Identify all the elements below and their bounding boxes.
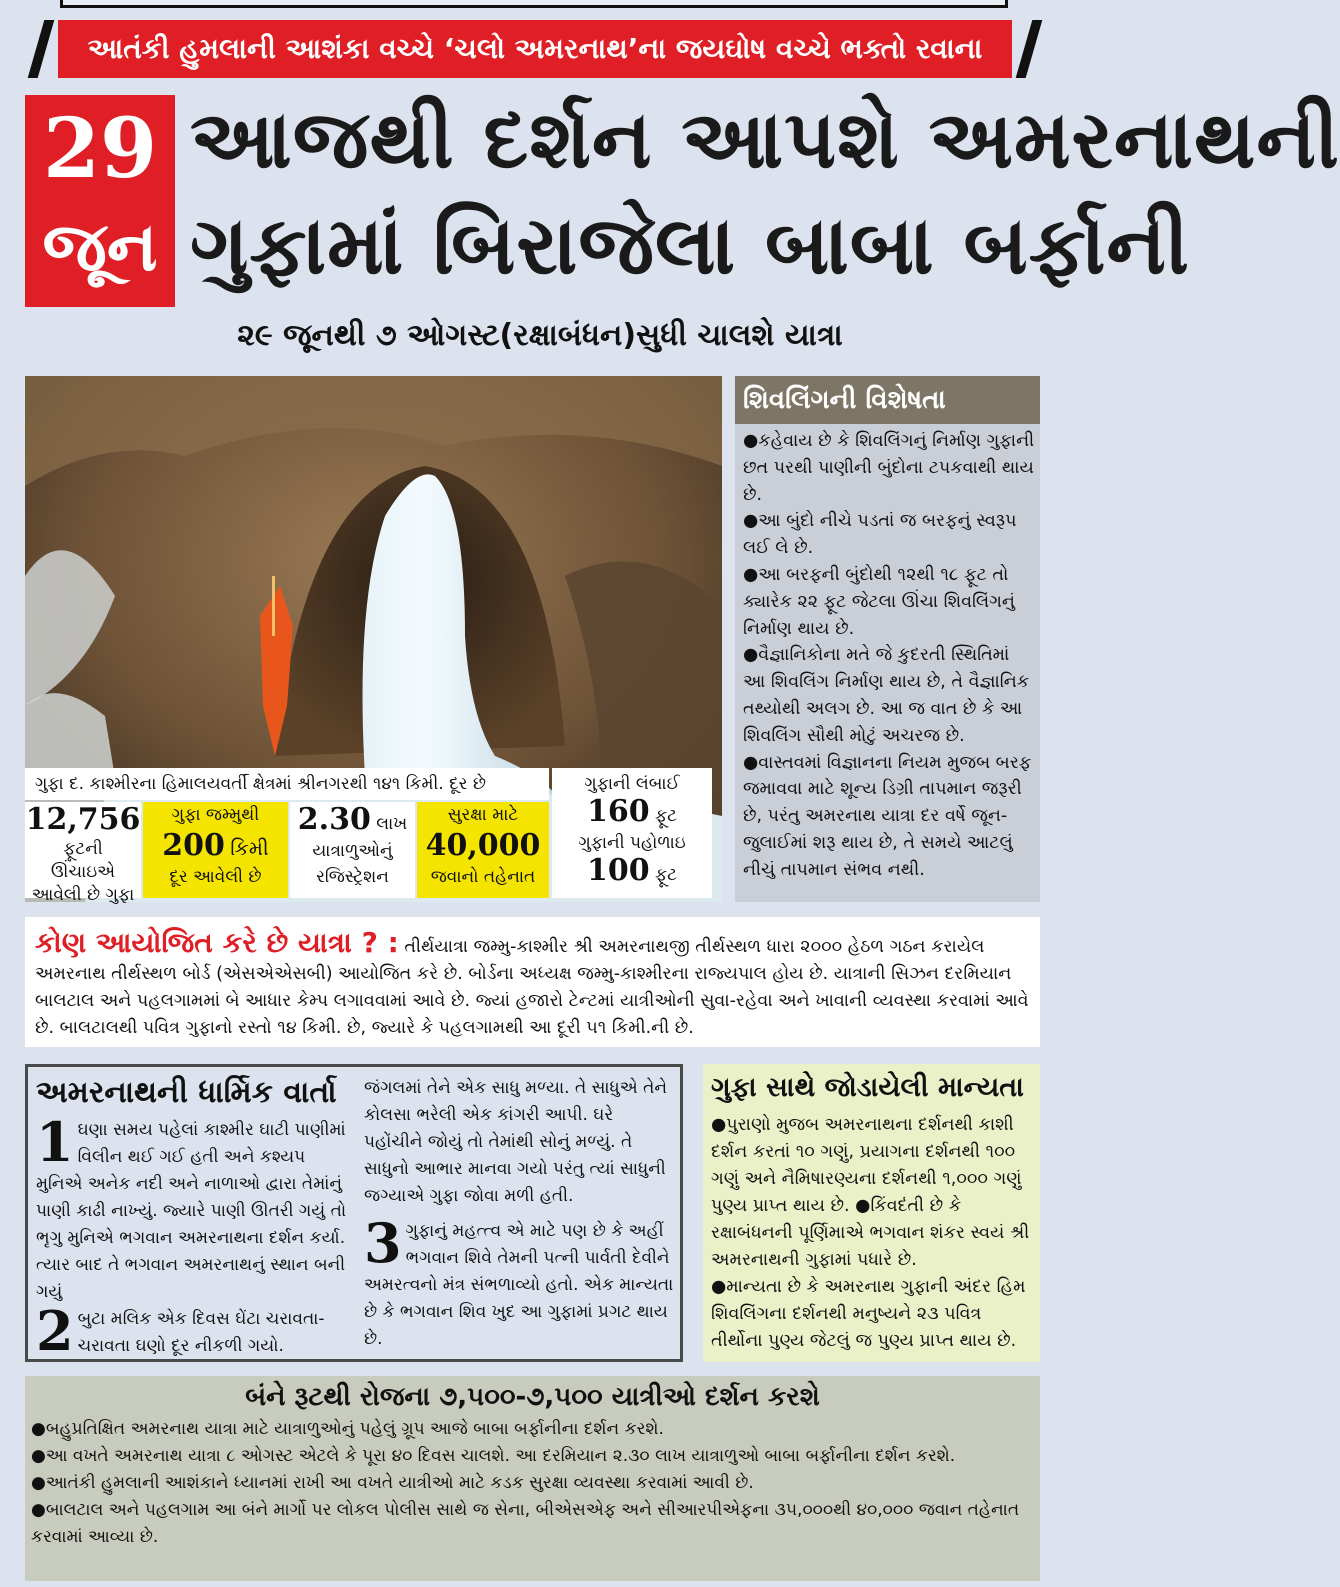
stat-cave-height-text: ફૂટની ઊંચાઇએ આવેલી છે ગુફા [31, 839, 135, 905]
date-box [25, 95, 175, 307]
belief-title: ગુફા સાથે જોડાયેલી માન્યતા [711, 1072, 1024, 1103]
shivling-features-list [743, 428, 1035, 884]
story-column-right [364, 1075, 676, 1353]
headline-line-1: આજથી દર્શન આપશે અમરનાથની [190, 93, 1340, 186]
cave-length-unit: ફૂટ [654, 806, 678, 826]
cave-length-value: 160 [586, 794, 650, 829]
stat-jammu-distance [143, 802, 288, 898]
shivling-point: ●કહેવાય છે કે શિવલિંગનું નિર્માણ ગુફાની છત પરથી પાણીની બુંદોના ટપકવાથી થાય છે. [743, 431, 1035, 505]
shivling-point: ●વૈજ્ઞાનિકોના મતે જે કુદરતી સ્થિતિમાં આ શિવલિંગ નિર્માણ થાય છે, તે વૈજ્ઞાનિક તથ્યોથી અલગ છે. આ જ વાત છે કે આ શિવલિંગ સૌથી મોટું અચરજ છે. [743, 645, 1030, 746]
ribbon-left-slash [28, 20, 55, 78]
daily-pilgrims-point: ●આ વખતે અમરનાથ યાત્રા ૮ ઓગસ્ટ એટલે કે પૂરા ૪૦ દિવસ ચાલશે. આ દરમિયાન ૨.૩૦ લાખ યાત્રાળુઓ બાબા બર્ફાનીના દર્શન કરશે. [31, 1446, 956, 1466]
subheadline: ૨૯ જૂનથી ૭ ઓગસ્ટ(રક્ષાબંધન)સુધી ચાલશે યાત્રા [237, 318, 843, 353]
religious-story-box [25, 1064, 683, 1362]
stat-security-bottom: જવાનો તહેનાત [430, 867, 536, 887]
stat-pilgrims-unit: લાખ [376, 814, 408, 834]
daily-pilgrims-list [31, 1416, 1036, 1551]
story-number-3: 3 [364, 1211, 402, 1275]
stat-pilgrims-bottom-2: રજિસ્ટ્રેશન [316, 867, 389, 887]
stat-jammu-bottom: દૂર આવેલી છે [169, 867, 262, 887]
daily-pilgrims-box [25, 1376, 1040, 1581]
top-border-strip [60, 0, 1008, 8]
shivling-point: ●આ બરફની બુંદોથી ૧૨થી ૧૮ ફૂટ તો ક્યારેક ૨૨ ફૂટ જેટલા ઊંચા શિવલિંગનું નિર્માણ થાય છે. [743, 564, 1015, 639]
shivling-point: ●આ બુંદો નીચે પડતાં જ બરફનું સ્વરૂપ લઈ લે છે. [743, 511, 1017, 559]
stat-cave-height [25, 802, 141, 905]
date-month: જૂન [42, 207, 158, 287]
cave-dimensions [552, 768, 712, 898]
ribbon-right-slash [1016, 20, 1043, 78]
stat-security-value: 40,000 [425, 828, 541, 863]
story-para-1: ઘણા સમય પહેલાં કાશ્મીર ઘાટી પાણીમાં વિલીન થઈ ગઈ હતી અને કશ્યપ મુનિએ અનેક નદી અને નાળાઓ દ્વારા તેમાંનું પાણી કાઢી નાખ્યું. જ્યારે પાણી ઊતરી ગયું તો ભૃગુ મુનિએ ભગવાન અમરનાથના દર્શન કર્યા. ત્યાર બાદ તે ભગવાન અમરનાથનું સ્થાન બની ગયું [36, 1120, 347, 1302]
daily-pilgrims-point: ●આતંકી હુમલાની આશંકાને ધ્યાનમાં રાખી આ વખતે યાત્રીઓ માટે કડક સુરક્ષા વ્યવસ્થા કરવામાં આવી છે. [31, 1473, 754, 1493]
stat-jammu-unit: કિમી [230, 836, 269, 860]
belief-text [711, 1112, 1033, 1355]
daily-pilgrims-title: બંને રૂટથી રોજના ૭,૫૦૦-૭,૫૦૦ યાત્રીઓ દર્શન કરશે [245, 1382, 820, 1412]
stat-cave-height-value: 12,756 [25, 802, 141, 837]
cave-width-value: 100 [586, 853, 650, 888]
story-para-3: ગુફાનું મહત્ત્વ એ માટે પણ છે કે અહીં ભગવાન શિવે તેમની પત્ની પાર્વતી દેવીને અમરત્વનો મંત્ર સંભળાવ્યો હતો. એક માન્યતા છે કે ભગવાન શિવ ખુદ આ ગુફામાં પ્રગટ થાય છે. [364, 1221, 674, 1349]
belief-para-2: ●માન્યતા છે કે અમરનાથ ગુફાની અંદર હિમ શિવલિંગના દર્શનથી મનુષ્યને ૨૩ પવિત્ર તીર્થોના પુણ્ય જેટલું જ પુણ્ય પ્રાપ્ત થાય છે. [711, 1277, 1026, 1351]
stat-pilgrims-bottom-1: યાત્રાળુઓનું [312, 841, 393, 861]
organizer-text: તીર્થયાત્રા જમ્મુ-કાશ્મીર શ્રી અમરનાથજી તીર્થસ્થળ ધારા ૨૦૦૦ હેઠળ ગઠન કરાયેલ અમરનાથ તીર્થસ્થળ બોર્ડ (એસએએસબી) આયોજિત કરે છે. બોર્ડના અધ્યક્ષ જમ્મુ-કાશ્મીરના રાજ્યપાલ હોય છે. યાત્રાની સિઝન દરમિયાન બાલટાલ અને પહલગામમાં બે આધાર કેમ્પ લગાવવામાં આવે છે. જ્યાં હજારો ટેન્ટમાં યાત્રીઓની સુવા-રહેવા અને ખાવાની વ્યવસ્થા કરવામાં આવે છે. બાલટાલથી પવિત્ર ગુફાનો રસ્તો ૧૪ કિમી. છે, જ્યારે કે પહલગામથી આ દૂરી ૫૧ કિમી.ની છે. [35, 937, 1029, 1038]
ribbon-text: આતંકી હુમલાની આશંકા વચ્ચે ‘ચલો અમરનાથ’ના જયઘોષ વચ્ચે ભક્તો રવાના [87, 32, 983, 65]
shivling-features-title: શિવલિંગની વિશેષતા [735, 376, 1040, 424]
stat-security-forces [417, 802, 549, 898]
shivling-point: ●વાસ્તવમાં વિજ્ઞાનના નિયમ મુજબ બરફ જમાવવા માટે શૂન્ય ડિગ્રી તાપમાન જરૂરી છે, પરંતુ અમરનાથ યાત્રા દર વર્ષે જૂન-જુલાઈમાં શરૂ થાય છે, તે સમયે આટલું નીચું તાપમાન સંભવ નથી. [743, 752, 1032, 880]
story-para-2: બુટા મલિક એક દિવસ ઘેંટા ચરાવતા-ચરાવતા ઘણો દૂર નીકળી ગયો. [77, 1309, 325, 1356]
story-para-2-cont: જંગલમાં તેને એક સાધુ મળ્યા. તે સાધુએ તેને કોલસા ભરેલી એક કાંગરી આપી. ઘરે પહોંચીને જોયું તો તેમાંથી સોનું મળ્યું. તે સાધુનો આભાર માનવા ગયો પરંતુ ત્યાં સાધુની જગ્યાએ ગુફા જોવા મળી હતી. [364, 1078, 668, 1206]
date-day: 29 [42, 101, 158, 197]
story-title: અમરનાથની ધાર્મિક વાર્તા [36, 1075, 337, 1110]
organizer-section [25, 917, 1040, 1047]
shivling-features-box [735, 376, 1040, 902]
story-column-left [36, 1110, 354, 1363]
headline-line-2: ગુફામાં બિરાજેલા બાબા બર્ફાની [190, 199, 1190, 292]
organizer-title: કોણ આયોજિત કરે છે યાત્રા ? : [35, 926, 399, 959]
cave-distance-caption: ગુફા દ. કાશ્મીરના હિમાલયવર્તી ક્ષેત્રમાં શ્રીનગરથી ૧૪૧ કિમી. દૂર છે [25, 768, 549, 800]
stat-security-top: સુરક્ષા માટે [447, 805, 519, 825]
top-ribbon [30, 20, 1040, 78]
cave-width-label: ગુફાની પહોળાઇ [578, 833, 686, 853]
story-number-1: 1 [36, 1110, 74, 1174]
stat-pilgrim-registration [290, 802, 415, 898]
cave-belief-box [703, 1064, 1040, 1362]
stat-jammu-top: ગુફા જમ્મુથી [171, 805, 260, 825]
stat-pilgrims-value: 2.30 [297, 802, 371, 837]
belief-para-1: ●પુરાણો મુજબ અમરનાથના દર્શનથી કાશી દર્શન કરતાં ૧૦ ગણું, પ્રયાગના દર્શનથી ૧૦૦ ગણું અને નૈમિષારણ્યના દર્શનથી ૧,૦૦૦ ગણું પુણ્ય પ્રાપ્ત થાય છે. ●કિંવદંતી છે કે રક્ષાબંધનની પૂર્ણિમાએ ભગવાન શંકર સ્વયં શ્રી અમરનાથની ગુફામાં પધારે છે. [711, 1115, 1030, 1270]
stat-jammu-value: 200 [162, 828, 225, 863]
daily-pilgrims-point: ●બહુપ્રતિક્ષિત અમરનાથ યાત્રા માટે યાત્રાળુઓનું પહેલું ગ્રૂપ આજે બાબા બર્ફાનીના દર્શન કરશે. [31, 1419, 664, 1439]
cave-width-unit: ફૂટ [654, 865, 678, 885]
story-number-2: 2 [36, 1299, 74, 1363]
cave-length-label: ગુફાની લંબાઈ [584, 774, 680, 794]
daily-pilgrims-point: ●બાલટાલ અને પહલગામ આ બંને માર્ગો પર લોકલ પોલીસ સાથે જ સેના, બીએસએફ અને સીઆરપીએફના ૩૫,૦૦૦થી ૪૦,૦૦૦ જવાન તહેનાત કરવામાં આવ્યા છે. [31, 1500, 1020, 1547]
